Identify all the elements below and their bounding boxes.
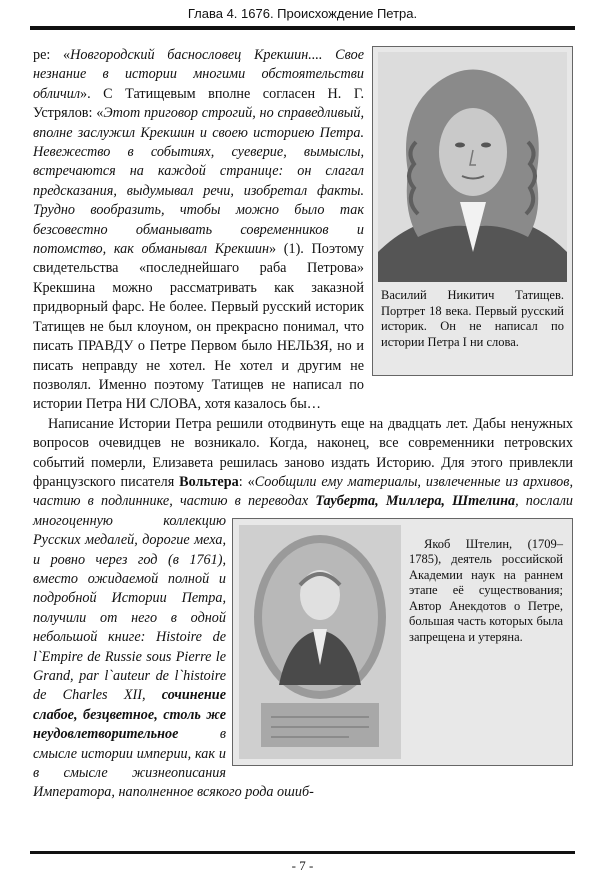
text-run: : « [238,473,255,490]
stahlin-engraving [239,525,401,759]
text-run: » (1). Поэтому свидетельства «последнейшаго раба Петрова» Крекшина можно рассматривать как заказной придворный фарс. Не более. Первый русский историк Татищев не был клоуном, он прекрасно понимал, что писать ПРАВДУ о Петре Первом было НЕЛЬЗЯ, но и писать неправду не хотел. Не хотел и другим не позволял. Именно поэтому Татищев не написал по истории Петра НИ СЛОВА, хотя казалось бы… [33,241,364,413]
quote-italic: Этот приговор строгий, но справедливый, вполне заслужил Крекшин и своею историею Петра. Невежество в событиях, суеверие, вымыслы, встречаются на каждой странице: он слагал предсказания, выдумывал речи, изобретал факты. Трудно вообразить, чтобы можно было так безсовестно обманывать современников и потомство, как обманывал Крекшин [33,105,364,258]
footer-rule [30,851,575,854]
figure-caption: Василий Никитич Татищев. Портрет 18 века. Первый русский историк. Он не написал по истории Петра I ни слова. [381,288,564,349]
page-body [33,46,573,803]
tatishchev-portrait [378,52,567,282]
figure-caption: Якоб Штелин, (1709–1785), деятель российской Академии наук на раннем этапе её существования; Автор Анекдотов о Петре, большая часть которых была запрещена и утеряна. [409,536,563,644]
page-number: - 7 - [291,858,314,873]
header-rule [30,26,575,30]
text-run: ре: « [33,47,71,63]
figure-stahlin [232,518,573,766]
text-run: ». С Татищевым вполне согласен Н. Г. Устрялов: « [33,85,364,122]
quote-bold-italic: сочинение слабое, безцветное, столь же неудовлетворительное [33,687,226,743]
quote-italic: в смысле истории империи, как и в смысле жизнеописания Императора, наполненное всякого рода ошиб- [33,726,314,801]
quote-bold-italic: Тауберта, Миллера, Штелина [315,493,516,510]
figure-tatishchev [372,46,573,376]
quote-italic: , послали многоценную коллекцию Русских медалей, дорогие меха, и ровно через год (в 1761), вместо ожидаемой полной и подробной Истории Петра, получили от него в одной небольшой книге: Histoire de l`Empire de Russie sous Pierre le Grand, par l`auteur de l`histoire de Charles XII, [33,493,574,704]
paragraph-2 [33,415,573,803]
bold-name: Вольтера [179,473,239,490]
text-run: Написание Истории Петра решили отодвинуть еще на двадцать лет. Дабы ненужных вопросов очевидцев не возникало. Когда, наконец, все современники петровских событий померли, Елизавета решилась заново издать Историю. Для этого привлекли французского писателя [33,415,573,490]
quote-italic: Новгородский баснословец Крекшин.... Свое незнание в истории многими обстоятельстви обличил [33,47,364,102]
quote-italic: Сообщили ему материалы, извлеченные из архивов, частию в подлиннике, частию в переводах [33,473,573,510]
running-header: Глава 4. 1676. Происхождение Петра. [187,6,418,21]
